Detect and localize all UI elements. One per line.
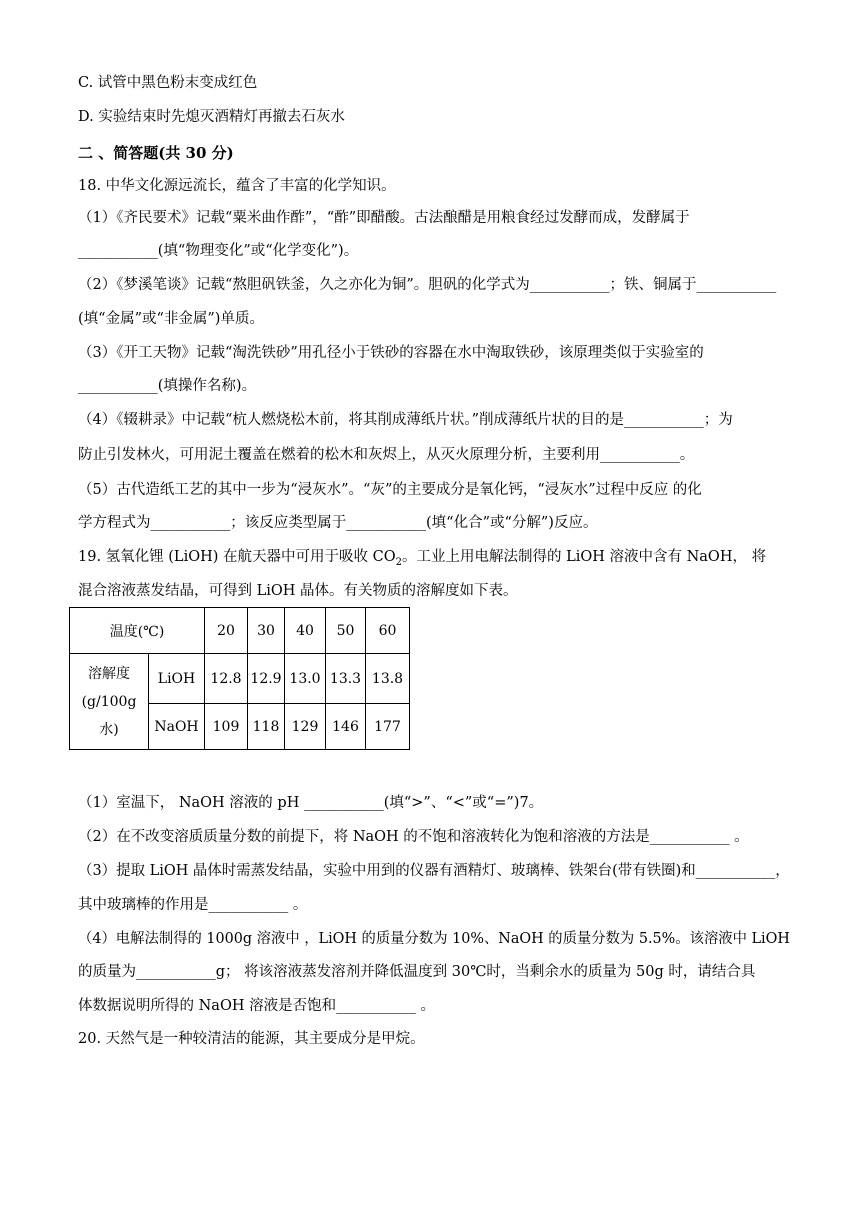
- option-d: D. 实验结束时先熄灭酒精灯再撤去石灰水: [78, 109, 345, 125]
- table-cell: 13.8: [366, 654, 410, 704]
- q18-part2-line2: (填“金属”或“非金属”)单质。: [78, 311, 264, 327]
- q20-stem: 20. 天然气是一种较清洁的能源，其主要成分是甲烷。: [78, 1031, 425, 1047]
- table-cell: 118: [248, 704, 285, 750]
- co2-subscript: 2: [395, 556, 402, 568]
- q19-stem-line1: [78, 547, 766, 573]
- table-cell: 12.8: [205, 654, 248, 704]
- option-c: C. 试管中黑色粉末变成红色: [78, 75, 258, 91]
- table-cell: 109: [205, 704, 248, 750]
- solubility-label-line2: (g/100g 水): [81, 693, 137, 738]
- q19-part4-line2: 的质量为___________g； 将该溶液蒸发溶剂并降低温度到 30℃时，当剩余水的质量为 50g 时，请结合具: [78, 964, 756, 980]
- table-row: [70, 654, 410, 704]
- q18-part4-line1: （4）《辍耕录》中记载“杭人燃烧松木前，将其削成薄纸片状。”削成薄纸片状的目的是___________；为: [78, 412, 733, 428]
- q19-part4-line3: 体数据说明所得的 NaOH 溶液是否饱和___________ 。: [78, 998, 435, 1014]
- q18-part1-line1: （1）《齐民要术》记载“粟米曲作酢”，“酢”即醋酸。古法酿醋是用粮食经过发酵而成，发酵属于: [78, 210, 690, 226]
- q18-part2-line1: （2）《梦溪笔谈》记载“熬胆矾铁釜，久之亦化为铜”。胆矾的化学式为___________；铁、铜属于___________: [78, 277, 777, 293]
- q19-part3-line1: （3）提取 LiOH 晶体时需蒸发结晶，实验中用到的仪器有酒精灯、玻璃棒、铁架台(带有铁圈)和___________，: [78, 863, 790, 879]
- solubility-label: [70, 654, 149, 750]
- q19-stem-line2: 混合溶液蒸发结晶，可得到 LiOH 晶体。有关物质的溶解度如下表。: [78, 583, 518, 599]
- q19-stem-line1-b: 。工业上用电解法制得的 LiOH 溶液中含有 NaOH， 将: [401, 549, 767, 565]
- q19-part2: （2）在不改变溶质质量分数的前提下，将 NaOH 的不饱和溶液转化为饱和溶液的方法是___________ 。: [78, 829, 749, 845]
- q18-part5-line2: 学方程式为___________；该反应类型属于___________(填“化合”或“分解”)反应。: [78, 515, 598, 531]
- table-header-row: [70, 608, 410, 654]
- substance-name: NaOH: [149, 704, 205, 750]
- solubility-label-line1: 溶解度: [88, 665, 130, 682]
- temp-cell: 60: [366, 608, 410, 654]
- table-cell: 13.3: [326, 654, 366, 704]
- table-cell: 12.9: [248, 654, 285, 704]
- table-cell: 177: [366, 704, 410, 750]
- section-heading: 二 、简答题(共 30 分): [78, 144, 234, 162]
- q18-stem: 18. 中华文化源远流长，蕴含了丰富的化学知识。: [78, 178, 396, 194]
- temp-cell: 50: [326, 608, 366, 654]
- table-cell: 129: [285, 704, 326, 750]
- q18-part3-line1: （3）《开工天物》记载“淘洗铁砂”用孔径小于铁砂的容器在水中淘取铁砂，该原理类似于实验室的: [78, 345, 704, 361]
- temp-cell: 30: [248, 608, 285, 654]
- q19-part1: （1）室温下， NaOH 溶液的 pH ___________(填“>”、“<”或“=”)7。: [78, 795, 544, 811]
- substance-name: LiOH: [149, 654, 205, 704]
- q19-part3-line2: 其中玻璃棒的作用是___________ 。: [78, 897, 308, 913]
- q18-part3-line2: ___________(填操作名称)。: [78, 378, 257, 394]
- temp-cell: 20: [205, 608, 248, 654]
- q18-part4-line2: 防止引发林火，可用泥土覆盖在燃着的松木和灰烬上，从灭火原理分析，主要利用___________。: [78, 447, 695, 463]
- temp-cell: 40: [285, 608, 326, 654]
- table-cell: 146: [326, 704, 366, 750]
- q19-stem-line1-a: 19. 氢氧化锂 (LiOH) 在航天器中可用于吸收 CO: [78, 549, 396, 565]
- solubility-table: [69, 607, 410, 750]
- q19-part4-line1: （4）电解法制得的 1000g 溶液中 ，LiOH 的质量分数为 10%、NaOH 的质量分数为 5.5%。该溶液中 LiOH: [78, 931, 790, 947]
- table-cell: 13.0: [285, 654, 326, 704]
- temperature-header: 温度(℃): [70, 608, 205, 654]
- q18-part5-line1: （5）古代造纸工艺的其中一步为“浸灰水”。“灰”的主要成分是氧化钙，“浸灰水”过程中反应 的化: [78, 482, 702, 498]
- q18-part1-line2: ___________(填“物理变化”或“化学变化”)。: [78, 243, 359, 259]
